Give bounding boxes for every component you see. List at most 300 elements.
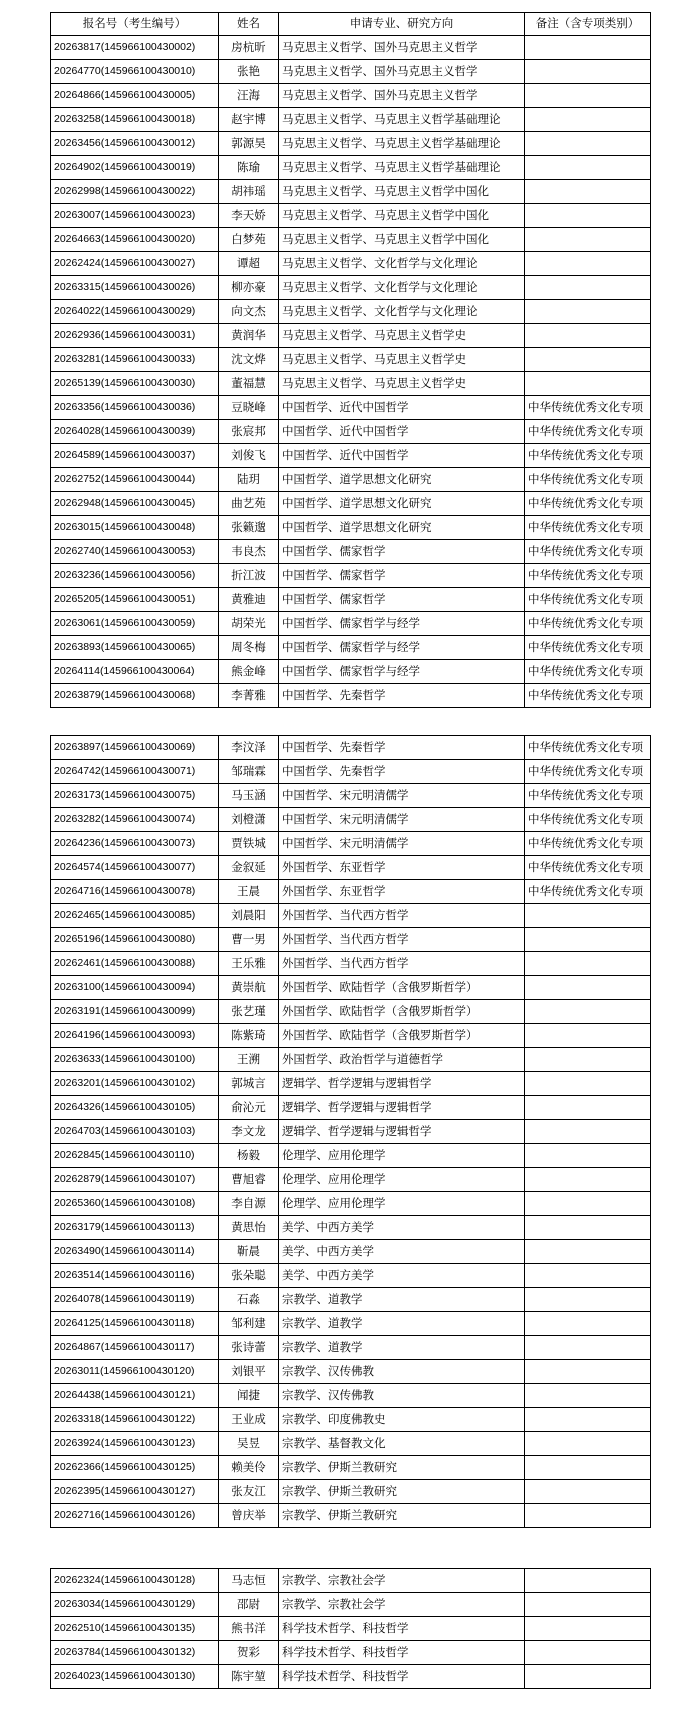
cell-name: 张艳 bbox=[219, 60, 279, 84]
cell-major: 马克思主义哲学、国外马克思主义哲学 bbox=[279, 60, 525, 84]
cell-name: 陈瑜 bbox=[219, 156, 279, 180]
cell-major: 外国哲学、政治哲学与道德哲学 bbox=[279, 1048, 525, 1072]
cell-note bbox=[525, 952, 651, 976]
table-row bbox=[51, 1312, 651, 1336]
cell-applicant-id: 20262366(145966100430125) bbox=[51, 1456, 219, 1480]
cell-note: 中华传统优秀文化专项 bbox=[525, 468, 651, 492]
table-row bbox=[51, 1120, 651, 1144]
cell-major: 马克思主义哲学、国外马克思主义哲学 bbox=[279, 84, 525, 108]
table-row bbox=[51, 564, 651, 588]
cell-note bbox=[525, 1593, 651, 1617]
cell-applicant-id: 20263356(145966100430036) bbox=[51, 396, 219, 420]
cell-applicant-id: 20264114(145966100430064) bbox=[51, 660, 219, 684]
table-row bbox=[51, 1480, 651, 1504]
cell-name: 邹利建 bbox=[219, 1312, 279, 1336]
cell-major: 中国哲学、儒家哲学与经学 bbox=[279, 612, 525, 636]
table-row bbox=[51, 760, 651, 784]
cell-applicant-id: 20263784(145966100430132) bbox=[51, 1641, 219, 1665]
cell-applicant-id: 20264902(145966100430019) bbox=[51, 156, 219, 180]
table-row bbox=[51, 832, 651, 856]
cell-major: 科学技术哲学、科技哲学 bbox=[279, 1665, 525, 1689]
header-major: 申请专业、研究方向 bbox=[279, 13, 525, 36]
cell-major: 马克思主义哲学、马克思主义哲学史 bbox=[279, 348, 525, 372]
table-row bbox=[51, 684, 651, 708]
cell-applicant-id: 20262879(145966100430107) bbox=[51, 1168, 219, 1192]
cell-applicant-id: 20263897(145966100430069) bbox=[51, 736, 219, 760]
cell-note bbox=[525, 1240, 651, 1264]
table-row bbox=[51, 300, 651, 324]
cell-name: 杨毅 bbox=[219, 1144, 279, 1168]
cell-name: 曹旭睿 bbox=[219, 1168, 279, 1192]
cell-major: 宗教学、宗教社会学 bbox=[279, 1593, 525, 1617]
cell-name: 王业成 bbox=[219, 1408, 279, 1432]
cell-major: 马克思主义哲学、国外马克思主义哲学 bbox=[279, 36, 525, 60]
cell-major: 中国哲学、先秦哲学 bbox=[279, 736, 525, 760]
cell-note: 中华传统优秀文化专项 bbox=[525, 760, 651, 784]
cell-note: 中华传统优秀文化专项 bbox=[525, 396, 651, 420]
cell-major: 中国哲学、宋元明清儒学 bbox=[279, 832, 525, 856]
table-row bbox=[51, 1504, 651, 1528]
cell-applicant-id: 20264703(145966100430103) bbox=[51, 1120, 219, 1144]
cell-note bbox=[525, 1192, 651, 1216]
table-row bbox=[51, 1192, 651, 1216]
cell-applicant-id: 20264196(145966100430093) bbox=[51, 1024, 219, 1048]
cell-applicant-id: 20262845(145966100430110) bbox=[51, 1144, 219, 1168]
cell-major: 外国哲学、东亚哲学 bbox=[279, 880, 525, 904]
cell-note: 中华传统优秀文化专项 bbox=[525, 856, 651, 880]
table-row bbox=[51, 348, 651, 372]
table-row bbox=[51, 1641, 651, 1665]
cell-applicant-id: 20263236(145966100430056) bbox=[51, 564, 219, 588]
cell-note: 中华传统优秀文化专项 bbox=[525, 516, 651, 540]
cell-applicant-id: 20262465(145966100430085) bbox=[51, 904, 219, 928]
cell-major: 马克思主义哲学、马克思主义哲学基础理论 bbox=[279, 132, 525, 156]
cell-major: 马克思主义哲学、马克思主义哲学中国化 bbox=[279, 204, 525, 228]
cell-name: 贺彩 bbox=[219, 1641, 279, 1665]
cell-applicant-id: 20264023(145966100430130) bbox=[51, 1665, 219, 1689]
table-row bbox=[51, 1096, 651, 1120]
cell-note bbox=[525, 372, 651, 396]
cell-major: 中国哲学、近代中国哲学 bbox=[279, 420, 525, 444]
cell-applicant-id: 20263061(145966100430059) bbox=[51, 612, 219, 636]
cell-applicant-id: 20263281(145966100430033) bbox=[51, 348, 219, 372]
cell-note bbox=[525, 1312, 651, 1336]
table-row bbox=[51, 108, 651, 132]
header-note: 备注（含专项类别） bbox=[525, 13, 651, 36]
table-row bbox=[51, 324, 651, 348]
cell-note bbox=[525, 1569, 651, 1593]
cell-applicant-id: 20263015(145966100430048) bbox=[51, 516, 219, 540]
table-row bbox=[51, 928, 651, 952]
cell-name: 马志恒 bbox=[219, 1569, 279, 1593]
table-row bbox=[51, 1569, 651, 1593]
cell-applicant-id: 20262510(145966100430135) bbox=[51, 1617, 219, 1641]
cell-major: 马克思主义哲学、马克思主义哲学史 bbox=[279, 372, 525, 396]
table-row bbox=[51, 612, 651, 636]
cell-name: 刘橙潇 bbox=[219, 808, 279, 832]
table-row bbox=[51, 1240, 651, 1264]
cell-note bbox=[525, 132, 651, 156]
cell-note bbox=[525, 1264, 651, 1288]
cell-major: 科学技术哲学、科技哲学 bbox=[279, 1617, 525, 1641]
cell-note bbox=[525, 252, 651, 276]
cell-name: 邹瑞霖 bbox=[219, 760, 279, 784]
cell-note bbox=[525, 348, 651, 372]
cell-major: 宗教学、基督教文化 bbox=[279, 1432, 525, 1456]
cell-applicant-id: 20265196(145966100430080) bbox=[51, 928, 219, 952]
table-row bbox=[51, 1408, 651, 1432]
cell-note bbox=[525, 180, 651, 204]
cell-name: 靳晨 bbox=[219, 1240, 279, 1264]
cell-major: 马克思主义哲学、文化哲学与文化理论 bbox=[279, 276, 525, 300]
cell-applicant-id: 20262752(145966100430044) bbox=[51, 468, 219, 492]
cell-name: 李汶泽 bbox=[219, 736, 279, 760]
cell-name: 白梦苑 bbox=[219, 228, 279, 252]
cell-note bbox=[525, 1216, 651, 1240]
cell-major: 中国哲学、宋元明清儒学 bbox=[279, 808, 525, 832]
cell-note: 中华传统优秀文化专项 bbox=[525, 880, 651, 904]
cell-major: 宗教学、印度佛教史 bbox=[279, 1408, 525, 1432]
cell-note: 中华传统优秀文化专项 bbox=[525, 564, 651, 588]
cell-major: 马克思主义哲学、马克思主义哲学基础理论 bbox=[279, 156, 525, 180]
cell-note: 中华传统优秀文化专项 bbox=[525, 832, 651, 856]
cell-major: 宗教学、道教学 bbox=[279, 1288, 525, 1312]
admission-table-part1 bbox=[50, 12, 651, 708]
table-row bbox=[51, 36, 651, 60]
table-row bbox=[51, 1593, 651, 1617]
table-row bbox=[51, 252, 651, 276]
cell-name: 曲艺苑 bbox=[219, 492, 279, 516]
cell-note bbox=[525, 976, 651, 1000]
table-row bbox=[51, 156, 651, 180]
cell-name: 王乐雅 bbox=[219, 952, 279, 976]
cell-note bbox=[525, 324, 651, 348]
table-header-row bbox=[51, 13, 651, 36]
cell-name: 李天娇 bbox=[219, 204, 279, 228]
cell-applicant-id: 20263456(145966100430012) bbox=[51, 132, 219, 156]
cell-note bbox=[525, 1456, 651, 1480]
cell-major: 马克思主义哲学、文化哲学与文化理论 bbox=[279, 300, 525, 324]
cell-major: 外国哲学、欧陆哲学（含俄罗斯哲学） bbox=[279, 1024, 525, 1048]
cell-applicant-id: 20263100(145966100430094) bbox=[51, 976, 219, 1000]
cell-name: 张宸邦 bbox=[219, 420, 279, 444]
cell-major: 外国哲学、当代西方哲学 bbox=[279, 928, 525, 952]
cell-note bbox=[525, 36, 651, 60]
cell-major: 伦理学、应用伦理学 bbox=[279, 1144, 525, 1168]
table-row bbox=[51, 1336, 651, 1360]
table-row bbox=[51, 540, 651, 564]
cell-name: 沈文烨 bbox=[219, 348, 279, 372]
cell-name: 金叙延 bbox=[219, 856, 279, 880]
cell-name: 曾庆举 bbox=[219, 1504, 279, 1528]
cell-major: 外国哲学、当代西方哲学 bbox=[279, 904, 525, 928]
table-row bbox=[51, 588, 651, 612]
table-row bbox=[51, 60, 651, 84]
table-row bbox=[51, 736, 651, 760]
cell-major: 中国哲学、宋元明清儒学 bbox=[279, 784, 525, 808]
table-row bbox=[51, 1360, 651, 1384]
cell-major: 逻辑学、哲学逻辑与逻辑哲学 bbox=[279, 1072, 525, 1096]
cell-note: 中华传统优秀文化专项 bbox=[525, 660, 651, 684]
cell-note bbox=[525, 1360, 651, 1384]
cell-applicant-id: 20264866(145966100430005) bbox=[51, 84, 219, 108]
cell-name: 刘晨阳 bbox=[219, 904, 279, 928]
table-row bbox=[51, 660, 651, 684]
cell-name: 折江波 bbox=[219, 564, 279, 588]
cell-applicant-id: 20263315(145966100430026) bbox=[51, 276, 219, 300]
cell-name: 郭源昊 bbox=[219, 132, 279, 156]
cell-applicant-id: 20264663(145966100430020) bbox=[51, 228, 219, 252]
cell-major: 中国哲学、道学思想文化研究 bbox=[279, 492, 525, 516]
cell-name: 王溯 bbox=[219, 1048, 279, 1072]
cell-applicant-id: 20264770(145966100430010) bbox=[51, 60, 219, 84]
cell-note bbox=[525, 84, 651, 108]
cell-name: 黄崇航 bbox=[219, 976, 279, 1000]
cell-major: 中国哲学、儒家哲学 bbox=[279, 588, 525, 612]
cell-note bbox=[525, 1120, 651, 1144]
admission-table-part2 bbox=[50, 735, 651, 1528]
cell-name: 陆玥 bbox=[219, 468, 279, 492]
cell-name: 豆晓峰 bbox=[219, 396, 279, 420]
cell-major: 外国哲学、当代西方哲学 bbox=[279, 952, 525, 976]
table-row bbox=[51, 784, 651, 808]
cell-name: 张艺瑾 bbox=[219, 1000, 279, 1024]
cell-name: 郭城言 bbox=[219, 1072, 279, 1096]
cell-note bbox=[525, 1504, 651, 1528]
cell-note: 中华传统优秀文化专项 bbox=[525, 636, 651, 660]
table-row bbox=[51, 1617, 651, 1641]
cell-major: 中国哲学、儒家哲学 bbox=[279, 564, 525, 588]
cell-note bbox=[525, 1072, 651, 1096]
cell-major: 中国哲学、道学思想文化研究 bbox=[279, 516, 525, 540]
cell-applicant-id: 20265205(145966100430051) bbox=[51, 588, 219, 612]
cell-note bbox=[525, 1096, 651, 1120]
cell-name: 熊金峰 bbox=[219, 660, 279, 684]
cell-major: 逻辑学、哲学逻辑与逻辑哲学 bbox=[279, 1096, 525, 1120]
cell-note bbox=[525, 1480, 651, 1504]
cell-note bbox=[525, 1168, 651, 1192]
cell-note bbox=[525, 904, 651, 928]
cell-major: 美学、中西方美学 bbox=[279, 1240, 525, 1264]
table-row bbox=[51, 1432, 651, 1456]
cell-major: 宗教学、汉传佛教 bbox=[279, 1384, 525, 1408]
cell-name: 房杭昕 bbox=[219, 36, 279, 60]
cell-note bbox=[525, 1617, 651, 1641]
cell-major: 外国哲学、欧陆哲学（含俄罗斯哲学） bbox=[279, 1000, 525, 1024]
cell-name: 闻捷 bbox=[219, 1384, 279, 1408]
cell-name: 周冬梅 bbox=[219, 636, 279, 660]
cell-applicant-id: 20265360(145966100430108) bbox=[51, 1192, 219, 1216]
cell-name: 赖美伶 bbox=[219, 1456, 279, 1480]
table-row bbox=[51, 420, 651, 444]
cell-applicant-id: 20263201(145966100430102) bbox=[51, 1072, 219, 1096]
cell-applicant-id: 20263282(145966100430074) bbox=[51, 808, 219, 832]
cell-note: 中华传统优秀文化专项 bbox=[525, 612, 651, 636]
cell-major: 马克思主义哲学、文化哲学与文化理论 bbox=[279, 252, 525, 276]
cell-note bbox=[525, 156, 651, 180]
cell-applicant-id: 20262936(145966100430031) bbox=[51, 324, 219, 348]
cell-applicant-id: 20264716(145966100430078) bbox=[51, 880, 219, 904]
cell-note: 中华传统优秀文化专项 bbox=[525, 784, 651, 808]
cell-note: 中华传统优秀文化专项 bbox=[525, 808, 651, 832]
table-row bbox=[51, 468, 651, 492]
cell-major: 中国哲学、儒家哲学与经学 bbox=[279, 660, 525, 684]
table-row bbox=[51, 204, 651, 228]
cell-applicant-id: 20262948(145966100430045) bbox=[51, 492, 219, 516]
cell-note bbox=[525, 204, 651, 228]
cell-name: 邵尉 bbox=[219, 1593, 279, 1617]
cell-applicant-id: 20263879(145966100430068) bbox=[51, 684, 219, 708]
cell-name: 张诗蕾 bbox=[219, 1336, 279, 1360]
table-row bbox=[51, 636, 651, 660]
table-row bbox=[51, 396, 651, 420]
table-row bbox=[51, 1168, 651, 1192]
table-row bbox=[51, 372, 651, 396]
cell-applicant-id: 20262740(145966100430053) bbox=[51, 540, 219, 564]
cell-applicant-id: 20264589(145966100430037) bbox=[51, 444, 219, 468]
cell-note bbox=[525, 1336, 651, 1360]
cell-applicant-id: 20264574(145966100430077) bbox=[51, 856, 219, 880]
cell-note: 中华传统优秀文化专项 bbox=[525, 444, 651, 468]
cell-applicant-id: 20262461(145966100430088) bbox=[51, 952, 219, 976]
cell-major: 马克思主义哲学、马克思主义哲学中国化 bbox=[279, 180, 525, 204]
cell-major: 中国哲学、儒家哲学与经学 bbox=[279, 636, 525, 660]
cell-note: 中华传统优秀文化专项 bbox=[525, 588, 651, 612]
table-row bbox=[51, 228, 651, 252]
cell-applicant-id: 20263173(145966100430075) bbox=[51, 784, 219, 808]
cell-applicant-id: 20263490(145966100430114) bbox=[51, 1240, 219, 1264]
cell-name: 韦良杰 bbox=[219, 540, 279, 564]
table-row bbox=[51, 976, 651, 1000]
cell-name: 李自源 bbox=[219, 1192, 279, 1216]
cell-applicant-id: 20262424(145966100430027) bbox=[51, 252, 219, 276]
table-row bbox=[51, 444, 651, 468]
admission-table-part3 bbox=[50, 1568, 651, 1689]
table-row bbox=[51, 808, 651, 832]
cell-applicant-id: 20264438(145966100430121) bbox=[51, 1384, 219, 1408]
cell-applicant-id: 20263893(145966100430065) bbox=[51, 636, 219, 660]
table-row bbox=[51, 1144, 651, 1168]
cell-name: 张友江 bbox=[219, 1480, 279, 1504]
cell-name: 柳亦豪 bbox=[219, 276, 279, 300]
header-name: 姓名 bbox=[219, 13, 279, 36]
table-row bbox=[51, 880, 651, 904]
cell-major: 中国哲学、道学思想文化研究 bbox=[279, 468, 525, 492]
table-row bbox=[51, 1456, 651, 1480]
cell-major: 宗教学、伊斯兰教研究 bbox=[279, 1480, 525, 1504]
cell-major: 美学、中西方美学 bbox=[279, 1264, 525, 1288]
table-row bbox=[51, 856, 651, 880]
table-row bbox=[51, 952, 651, 976]
table-row bbox=[51, 84, 651, 108]
cell-major: 宗教学、汉传佛教 bbox=[279, 1360, 525, 1384]
cell-applicant-id: 20263633(145966100430100) bbox=[51, 1048, 219, 1072]
cell-applicant-id: 20263191(145966100430099) bbox=[51, 1000, 219, 1024]
cell-note bbox=[525, 1432, 651, 1456]
cell-major: 宗教学、伊斯兰教研究 bbox=[279, 1456, 525, 1480]
cell-note bbox=[525, 1024, 651, 1048]
cell-name: 石淼 bbox=[219, 1288, 279, 1312]
cell-major: 外国哲学、东亚哲学 bbox=[279, 856, 525, 880]
cell-name: 贾铁城 bbox=[219, 832, 279, 856]
cell-name: 王晨 bbox=[219, 880, 279, 904]
cell-applicant-id: 20263034(145966100430129) bbox=[51, 1593, 219, 1617]
cell-note bbox=[525, 228, 651, 252]
cell-major: 马克思主义哲学、马克思主义哲学史 bbox=[279, 324, 525, 348]
cell-applicant-id: 20264867(145966100430117) bbox=[51, 1336, 219, 1360]
cell-major: 马克思主义哲学、马克思主义哲学中国化 bbox=[279, 228, 525, 252]
cell-applicant-id: 20264078(145966100430119) bbox=[51, 1288, 219, 1312]
table-row bbox=[51, 1048, 651, 1072]
cell-name: 吴昱 bbox=[219, 1432, 279, 1456]
cell-name: 陈紫琦 bbox=[219, 1024, 279, 1048]
cell-name: 谭超 bbox=[219, 252, 279, 276]
cell-major: 中国哲学、先秦哲学 bbox=[279, 684, 525, 708]
cell-applicant-id: 20263011(145966100430120) bbox=[51, 1360, 219, 1384]
cell-major: 伦理学、应用伦理学 bbox=[279, 1168, 525, 1192]
cell-name: 曹一男 bbox=[219, 928, 279, 952]
cell-note: 中华传统优秀文化专项 bbox=[525, 492, 651, 516]
cell-major: 逻辑学、哲学逻辑与逻辑哲学 bbox=[279, 1120, 525, 1144]
cell-name: 董福慧 bbox=[219, 372, 279, 396]
cell-name: 李文龙 bbox=[219, 1120, 279, 1144]
table-row bbox=[51, 1000, 651, 1024]
cell-name: 黄思怡 bbox=[219, 1216, 279, 1240]
cell-applicant-id: 20262324(145966100430128) bbox=[51, 1569, 219, 1593]
cell-note: 中华传统优秀文化专项 bbox=[525, 736, 651, 760]
table-row bbox=[51, 1264, 651, 1288]
cell-applicant-id: 20265139(145966100430030) bbox=[51, 372, 219, 396]
table-row bbox=[51, 516, 651, 540]
cell-name: 汪海 bbox=[219, 84, 279, 108]
table-row bbox=[51, 132, 651, 156]
cell-note: 中华传统优秀文化专项 bbox=[525, 420, 651, 444]
cell-major: 宗教学、伊斯兰教研究 bbox=[279, 1504, 525, 1528]
cell-note bbox=[525, 1665, 651, 1689]
cell-major: 宗教学、道教学 bbox=[279, 1336, 525, 1360]
cell-applicant-id: 20263817(145966100430002) bbox=[51, 36, 219, 60]
cell-name: 张籁邈 bbox=[219, 516, 279, 540]
cell-major: 科学技术哲学、科技哲学 bbox=[279, 1641, 525, 1665]
cell-note: 中华传统优秀文化专项 bbox=[525, 684, 651, 708]
cell-major: 外国哲学、欧陆哲学（含俄罗斯哲学） bbox=[279, 976, 525, 1000]
cell-note bbox=[525, 108, 651, 132]
cell-name: 黄雅迪 bbox=[219, 588, 279, 612]
cell-applicant-id: 20264236(145966100430073) bbox=[51, 832, 219, 856]
cell-applicant-id: 20262395(145966100430127) bbox=[51, 1480, 219, 1504]
table-row bbox=[51, 492, 651, 516]
table-row bbox=[51, 180, 651, 204]
cell-applicant-id: 20264125(145966100430118) bbox=[51, 1312, 219, 1336]
cell-major: 中国哲学、近代中国哲学 bbox=[279, 396, 525, 420]
cell-note: 中华传统优秀文化专项 bbox=[525, 540, 651, 564]
cell-note bbox=[525, 1641, 651, 1665]
cell-major: 马克思主义哲学、马克思主义哲学基础理论 bbox=[279, 108, 525, 132]
cell-applicant-id: 20263924(145966100430123) bbox=[51, 1432, 219, 1456]
cell-name: 向文杰 bbox=[219, 300, 279, 324]
cell-name: 黄润华 bbox=[219, 324, 279, 348]
cell-major: 中国哲学、先秦哲学 bbox=[279, 760, 525, 784]
cell-name: 胡荣光 bbox=[219, 612, 279, 636]
table-row bbox=[51, 1024, 651, 1048]
cell-major: 中国哲学、近代中国哲学 bbox=[279, 444, 525, 468]
cell-applicant-id: 20263007(145966100430023) bbox=[51, 204, 219, 228]
cell-applicant-id: 20264028(145966100430039) bbox=[51, 420, 219, 444]
cell-applicant-id: 20263514(145966100430116) bbox=[51, 1264, 219, 1288]
cell-note bbox=[525, 928, 651, 952]
cell-name: 陈宇堃 bbox=[219, 1665, 279, 1689]
cell-applicant-id: 20262716(145966100430126) bbox=[51, 1504, 219, 1528]
